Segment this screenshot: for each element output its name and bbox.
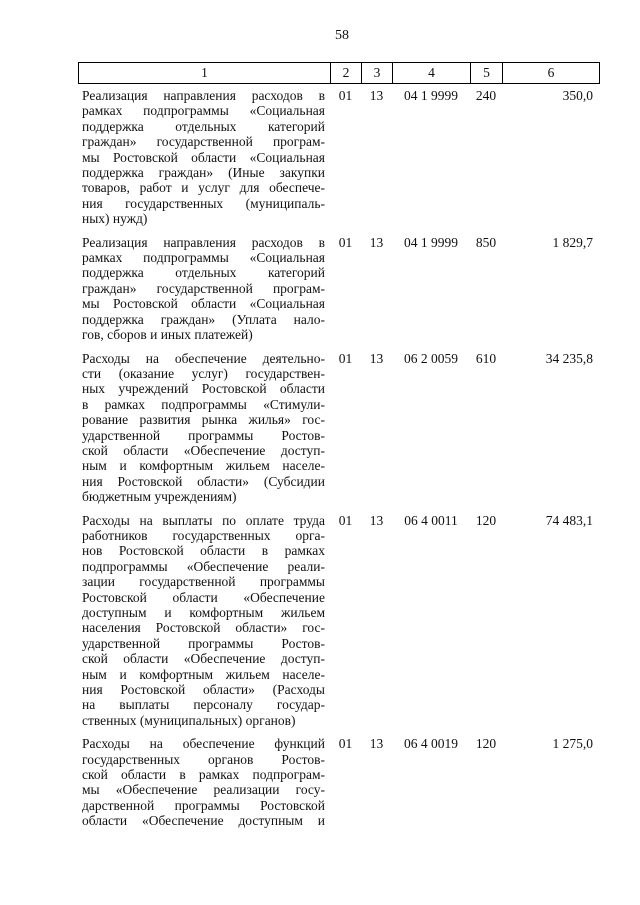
header-col-5: 5	[470, 63, 502, 83]
description-line: нов Ростовской области в рамках	[82, 543, 325, 559]
description-line: Расходы на обеспечение деятельно-	[82, 350, 325, 366]
description-line: ударственной программы Ростов-	[82, 635, 325, 651]
description-line: поддержка граждан» (Уплата нало-	[82, 311, 325, 327]
description-line: рамках подпрограммы «Социальная	[82, 103, 325, 119]
description-line: Реализация направления расходов в	[82, 88, 325, 103]
amount-cell: 1 829,7	[552, 234, 593, 250]
section-cell: 01	[338, 350, 353, 366]
description-line: ным и комфортным жильем населе-	[82, 458, 325, 474]
header-col-1: 1	[201, 65, 208, 80]
subsection-cell: 13	[369, 88, 384, 103]
description-line: рамках подпрограммы «Социальная	[82, 250, 325, 266]
section-cell: 01	[338, 234, 353, 250]
description-line: ных) нужд)	[82, 211, 148, 227]
amount-cell: 1 275,0	[552, 736, 593, 752]
description-line: зации государственной программы	[82, 574, 325, 590]
description-line: Расходы на обеспечение функций	[82, 736, 325, 752]
expense-type-cell: 120	[475, 512, 497, 528]
description-line: сти (оказание услуг) государствен-	[82, 365, 325, 381]
amount-cell: 350,0	[562, 88, 593, 103]
description-line: ской области «Обеспечение доступ-	[82, 442, 325, 458]
description-line: ния государственных (муниципаль-	[82, 195, 325, 211]
expense-type-cell: 850	[475, 234, 497, 250]
description-line: гов, сборов и иных платежей)	[82, 327, 253, 343]
target-article-cell: 06 4 0019	[404, 736, 458, 752]
description-line: ской области в рамках подпрограм-	[82, 767, 325, 783]
description-line: рование развития рынка жилья» гос-	[82, 412, 325, 428]
amount-cell: 34 235,8	[545, 350, 593, 366]
description-cell	[79, 88, 330, 227]
description-line: поддержка граждан» (Иные закупки	[82, 165, 325, 181]
description-line: доступным и комфортным жильем	[82, 605, 325, 620]
section-cell: 01	[338, 88, 353, 103]
description-line: подпрограммы «Обеспечение реали-	[82, 558, 325, 574]
header-col-2: 2	[330, 63, 361, 83]
table-body	[78, 88, 600, 829]
description-line: ской области «Обеспечение доступ-	[82, 651, 325, 667]
target-article-cell: 04 1 9999	[404, 88, 458, 103]
table-row	[79, 235, 600, 343]
target-article-cell: 04 1 9999	[404, 234, 458, 250]
description-line: работников государственных орга-	[82, 527, 325, 543]
description-line: ным и комфортным жильем населе-	[82, 666, 325, 682]
subsection-cell: 13	[369, 736, 384, 752]
table-header-row	[78, 62, 600, 84]
description-line: мы Ростовской области «Социальная	[82, 296, 325, 312]
description-line: ственных (муниципальных) органов)	[82, 712, 296, 728]
header-col-4: 4	[392, 63, 470, 83]
description-line: ударственной программы Ростов-	[82, 427, 325, 443]
section-cell: 01	[338, 736, 353, 752]
target-article-cell: 06 4 0011	[404, 512, 458, 528]
description-cell	[79, 736, 330, 828]
description-line: граждан» государственной програм-	[82, 134, 325, 150]
table-row	[79, 351, 600, 505]
description-line: бюджетным учреждениям)	[82, 489, 237, 505]
description-line: поддержка отдельных категорий	[82, 265, 325, 281]
description-line: мы Ростовской области «Социальная	[82, 149, 325, 165]
description-line: в рамках подпрограммы «Стимули-	[82, 396, 325, 412]
description-line: государственных органов Ростов-	[82, 751, 325, 767]
description-cell	[79, 513, 330, 729]
expense-type-cell: 240	[475, 88, 497, 103]
description-line: Реализация направления расходов в	[82, 234, 325, 250]
expense-type-cell: 120	[475, 736, 497, 752]
expense-type-cell: 610	[475, 350, 497, 366]
description-cell	[79, 235, 330, 343]
description-line: товаров, работ и услуг для обеспече-	[82, 180, 325, 196]
description-line: на выплаты персоналу государ-	[82, 697, 325, 713]
description-line: мы «Обеспечение реализации госу-	[82, 782, 325, 798]
description-line: дарственной программы Ростовской	[82, 797, 325, 813]
section-cell: 01	[338, 512, 353, 528]
description-line: ных учреждений Ростовской области	[82, 381, 325, 397]
table-row	[79, 513, 600, 729]
budget-table	[78, 62, 600, 837]
description-line: ния Ростовской области» (Расходы	[82, 682, 325, 698]
page-number: 58	[335, 28, 349, 43]
table-row	[79, 88, 600, 227]
description-line: граждан» государственной програм-	[82, 280, 325, 296]
description-line: поддержка отдельных категорий	[82, 118, 325, 134]
description-line: Расходы на выплаты по оплате труда	[82, 512, 325, 528]
subsection-cell: 13	[369, 350, 384, 366]
description-line: Ростовской области «Обеспечение	[82, 589, 325, 605]
header-col-3: 3	[361, 63, 392, 83]
table-row	[79, 736, 600, 828]
description-line: населения Ростовской области» гос-	[82, 620, 325, 636]
subsection-cell: 13	[369, 512, 384, 528]
description-line: ния Ростовской области» (Субсидии	[82, 473, 325, 489]
subsection-cell: 13	[369, 234, 384, 250]
header-col-6: 6	[502, 63, 599, 83]
amount-cell: 74 483,1	[545, 512, 593, 528]
description-cell	[79, 351, 330, 505]
description-line: области «Обеспечение доступным и	[82, 813, 325, 829]
target-article-cell: 06 2 0059	[404, 350, 458, 366]
